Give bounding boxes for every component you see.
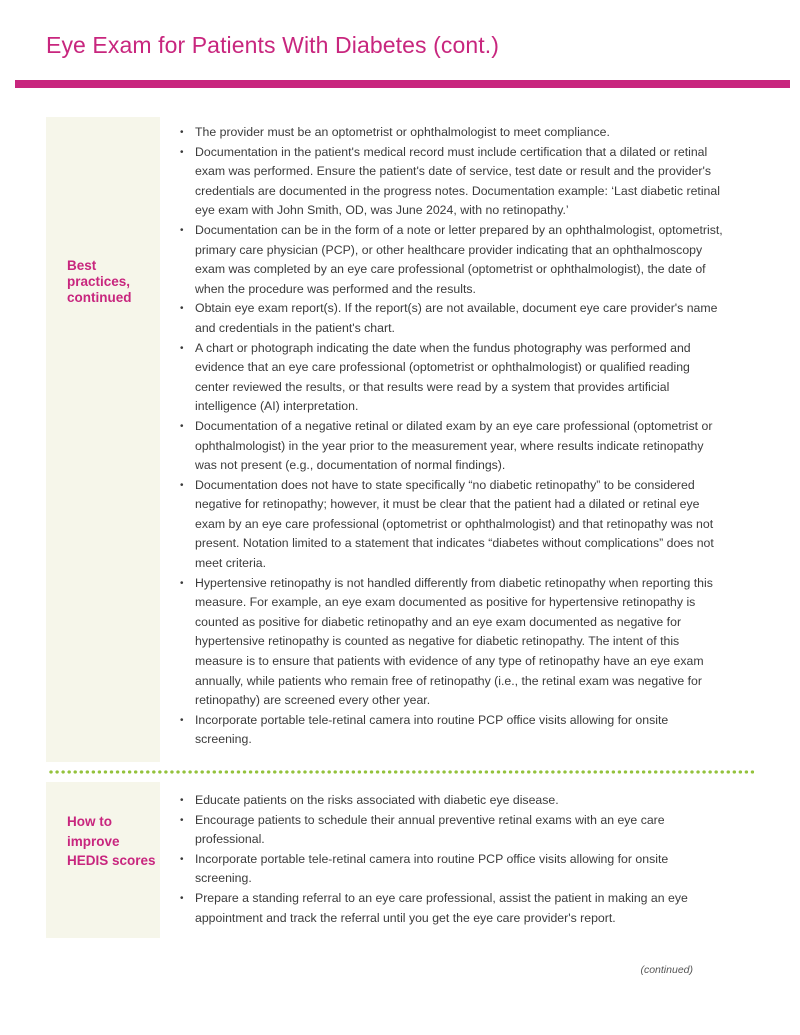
list-item: • Documentation can be in the form of a note or letter prepared by an ophthalmologist, optometrist, primary care physician (PCP), or other healthcare provider indicating that an ophthalmoscopy exam was completed by an eye care professional (optometrist or ophthalmologist), the date of when the procedure was performed and the results.: [179, 221, 727, 299]
list-item: • Educate patients on the risks associated with diabetic eye disease.: [179, 791, 727, 811]
improve-hedis-list: [179, 791, 727, 928]
list-item: • A chart or photograph indicating the date when the fundus photography was performed and evidence that an eye care professional (optometrist or ophthalmologist) or qualified reading center reviewed the results, or that results were read by a system that provides artificial intelligence (AI) interpretation.: [179, 339, 727, 417]
list-item: • Incorporate portable tele-retinal camera into routine PCP office visits allowing for onsite screening.: [179, 711, 727, 750]
section-label-best-practices: Best practices, continued: [67, 258, 132, 305]
list-item: • Documentation in the patient's medical record must include certification that a dilated or retinal exam was performed. Ensure the patient's date of service, test date or result and the provider's credentials are documented in the progress notes. Documentation example: ‘Last diabetic retinal eye exam with John Smith, OD, was June 2024, with no retinopathy.’: [179, 143, 727, 221]
list-item: • Prepare a standing referral to an eye care professional, assist the patient in making an eye appointment and track the referral until you get the eye care provider's report.: [179, 889, 727, 928]
section-side-panel: [46, 117, 160, 762]
list-item: • Incorporate portable tele-retinal camera into routine PCP office visits allowing for onsite screening.: [179, 850, 727, 889]
list-item: • Documentation of a negative retinal or dilated exam by an eye care professional (optometrist or ophthalmologist) in the year prior to the measurement year, where results indicate retinopathy was not present (e.g., documentation of normal findings).: [179, 417, 727, 476]
continued-note: (continued): [640, 964, 693, 976]
list-item: • Obtain eye exam report(s). If the report(s) are not available, document eye care provider's name and credentials in the patient's chart.: [179, 299, 727, 338]
list-item: • Documentation does not have to state specifically “no diabetic retinopathy” to be considered negative for retinopathy; however, it must be clear that the patient had a dilated or retinal eye exam by an eye care professional (optometrist or ophthalmologist) and that retinopathy was not present. Notation limited to a statement that indicates “diabetes without complications” does not meet criteria.: [179, 476, 727, 574]
best-practices-section: [46, 117, 746, 762]
section-label-improve-hedis: How to improve HEDIS scores: [67, 814, 156, 868]
page-title: Eye Exam for Patients With Diabetes (cont.): [46, 32, 499, 58]
improve-hedis-section: [46, 782, 746, 938]
best-practices-list: [179, 123, 727, 750]
title-rule: [15, 80, 790, 88]
list-item: • The provider must be an optometrist or ophthalmologist to meet compliance.: [179, 123, 727, 143]
list-item: • Hypertensive retinopathy is not handled differently from diabetic retinopathy when reporting this measure. For example, an eye exam documented as positive for hypertensive retinopathy is counted as positive for diabetic retinopathy and an eye exam documented as negative for hypertensive retinopathy is counted as negative for diabetic retinopathy. The intent of this measure is to ensure that patients with evidence of any type of retinopathy have an eye exam annually, while patients who remain free of retinopathy (i.e., the retinal exam was negative for retinopathy) are screened every other year.: [179, 574, 727, 711]
list-item: • Encourage patients to schedule their annual preventive retinal exams with an eye care professional.: [179, 811, 727, 850]
dotted-divider: [48, 769, 754, 775]
